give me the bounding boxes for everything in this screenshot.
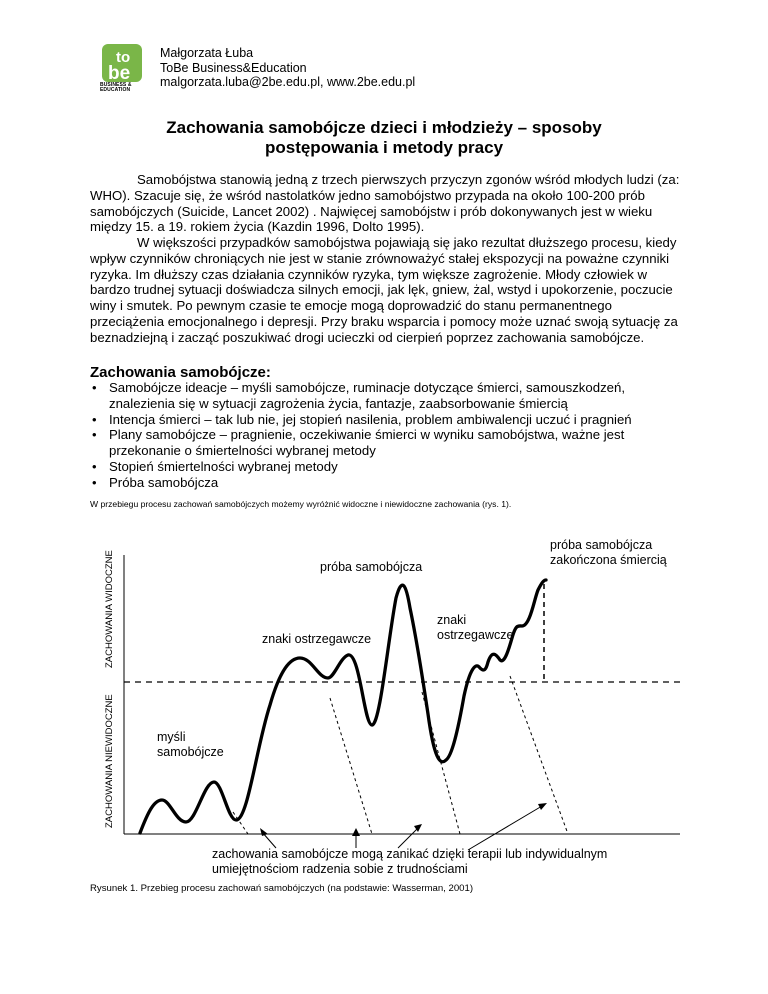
paragraph-2: W większości przypadków samobójstwa pojawiają się jako rezultat dłuższego procesu, kiedy wpływ czynników chroniących nie jest w stanie zrównoważyć stałej ekspozycji na poważne czynniki ryzyka. Im dłuższy czas działania czynników ryzyka, tym większe zagrożenie. Młody człowiek w bardzo trudnej sytuacji doświadcza silnych emocji, jak lęk, gniew, żal, wstyd i upokorzenie, poczucie winy i smutek. Po pewnym czasie te emocje mogą doprowadzić do stanu permanentnego przeciążenia emocjonalnego i depresji. Przy braku wsparcia i pomocy może uznać swoją sytuację za beznadziejną i zacząć poszukiwać drogi ucieczki od cierpień poprzez zachowania samobójcze.: [90, 235, 678, 345]
list-item: • Samobójcze ideacje – myśli samobójcze, ruminacje dotyczące śmierci, samouszkodzeń, znalezienia się w sytuacji zagrożenia życia, fantazje, zaabsorbowanie śmiercią: [90, 380, 690, 412]
figure-caption: Rysunek 1. Przebieg procesu zachowań samobójczych (na podstawie: Wasserman, 2001): [90, 883, 474, 894]
axis-label-visible: ZACHOWANIA WIDOCZNE: [104, 550, 115, 668]
figure-note: W przebiegu procesu zachowań samobójczych możemy wyróżnić widoczne i niewidoczne zachowania (rys. 1).: [90, 499, 512, 509]
label-thoughts: myśli samobójcze: [157, 730, 224, 759]
logo-to: to: [116, 49, 131, 66]
logo-be: be: [108, 63, 131, 84]
page-title: Zachowania samobójcze dzieci i młodzieży – sposoby postępowania i metody pracy: [166, 118, 602, 157]
label-fatal-attempt: próba samobójcza zakończona śmiercią: [550, 538, 667, 567]
label-attempt: próba samobójcza: [320, 560, 423, 574]
paragraph-1: Samobójstwa stanowią jedną z trzech pierwszych przyczyn zgonów wśród młodych ludzi (za: WHO). Szacuje się, że wśród nastolatków jedno samobójstwo przypada na około 100-200 prób samobójczych (Suicide, Lancet 2002) . Najwięcej samobójstw i prób dokonywanych jest w wieku między 15. a 19. rokiem życia (Kazdin 1996, Dolto 1995).: [90, 172, 680, 235]
arrow-head: [260, 828, 268, 836]
logo-subtitle: BUSINESS & EDUCATION: [100, 82, 132, 93]
label-warning-signs-1: znaki ostrzegawcze: [262, 632, 372, 646]
suicide-process-diagram: [90, 530, 700, 860]
fade-line: [510, 676, 568, 834]
company-name: ToBe Business&Education: [160, 60, 307, 75]
contact-info[interactable]: malgorzata.luba@2be.edu.pl, www.2be.edu.pl: [160, 75, 416, 89]
arrow-head: [352, 828, 360, 836]
list-item: • Próba samobójcza: [90, 475, 690, 491]
figure-bottom-text: zachowania samobójcze mogą zanikać dzięki terapii lub indywidualnym umiejętnościom radzenia sobie z trudnościami: [212, 847, 608, 876]
list-item: • Stopień śmiertelności wybranej metody: [90, 459, 690, 475]
label-warning-signs-2: znaki ostrzegawcze: [437, 613, 514, 642]
fade-line: [330, 698, 372, 834]
behaviour-list: [90, 380, 690, 491]
list-item: • Plany samobójcze – pragnienie, oczekiwanie śmierci w wyniku samobójstwa, ważne jest przekonanie o śmiertelności wybranej metody: [90, 427, 690, 459]
author-name: Małgorzata Łuba: [160, 46, 254, 60]
list-item: • Intencja śmierci – tak lub nie, jej stopień nasilenia, problem ambiwalencji uczuć i pragnień: [90, 412, 690, 428]
section-heading: Zachowania samobójcze:: [90, 364, 271, 381]
contact-block: [160, 46, 415, 90]
axis-label-invisible: ZACHOWANIA NIEWIDOCZNE: [104, 694, 115, 828]
arrow-line: [398, 828, 418, 848]
tobe-logo: [100, 42, 146, 93]
arrow-head: [538, 803, 547, 810]
page-header: [100, 42, 620, 92]
diagram-canvas: [90, 530, 700, 860]
arrow-line: [468, 806, 542, 850]
